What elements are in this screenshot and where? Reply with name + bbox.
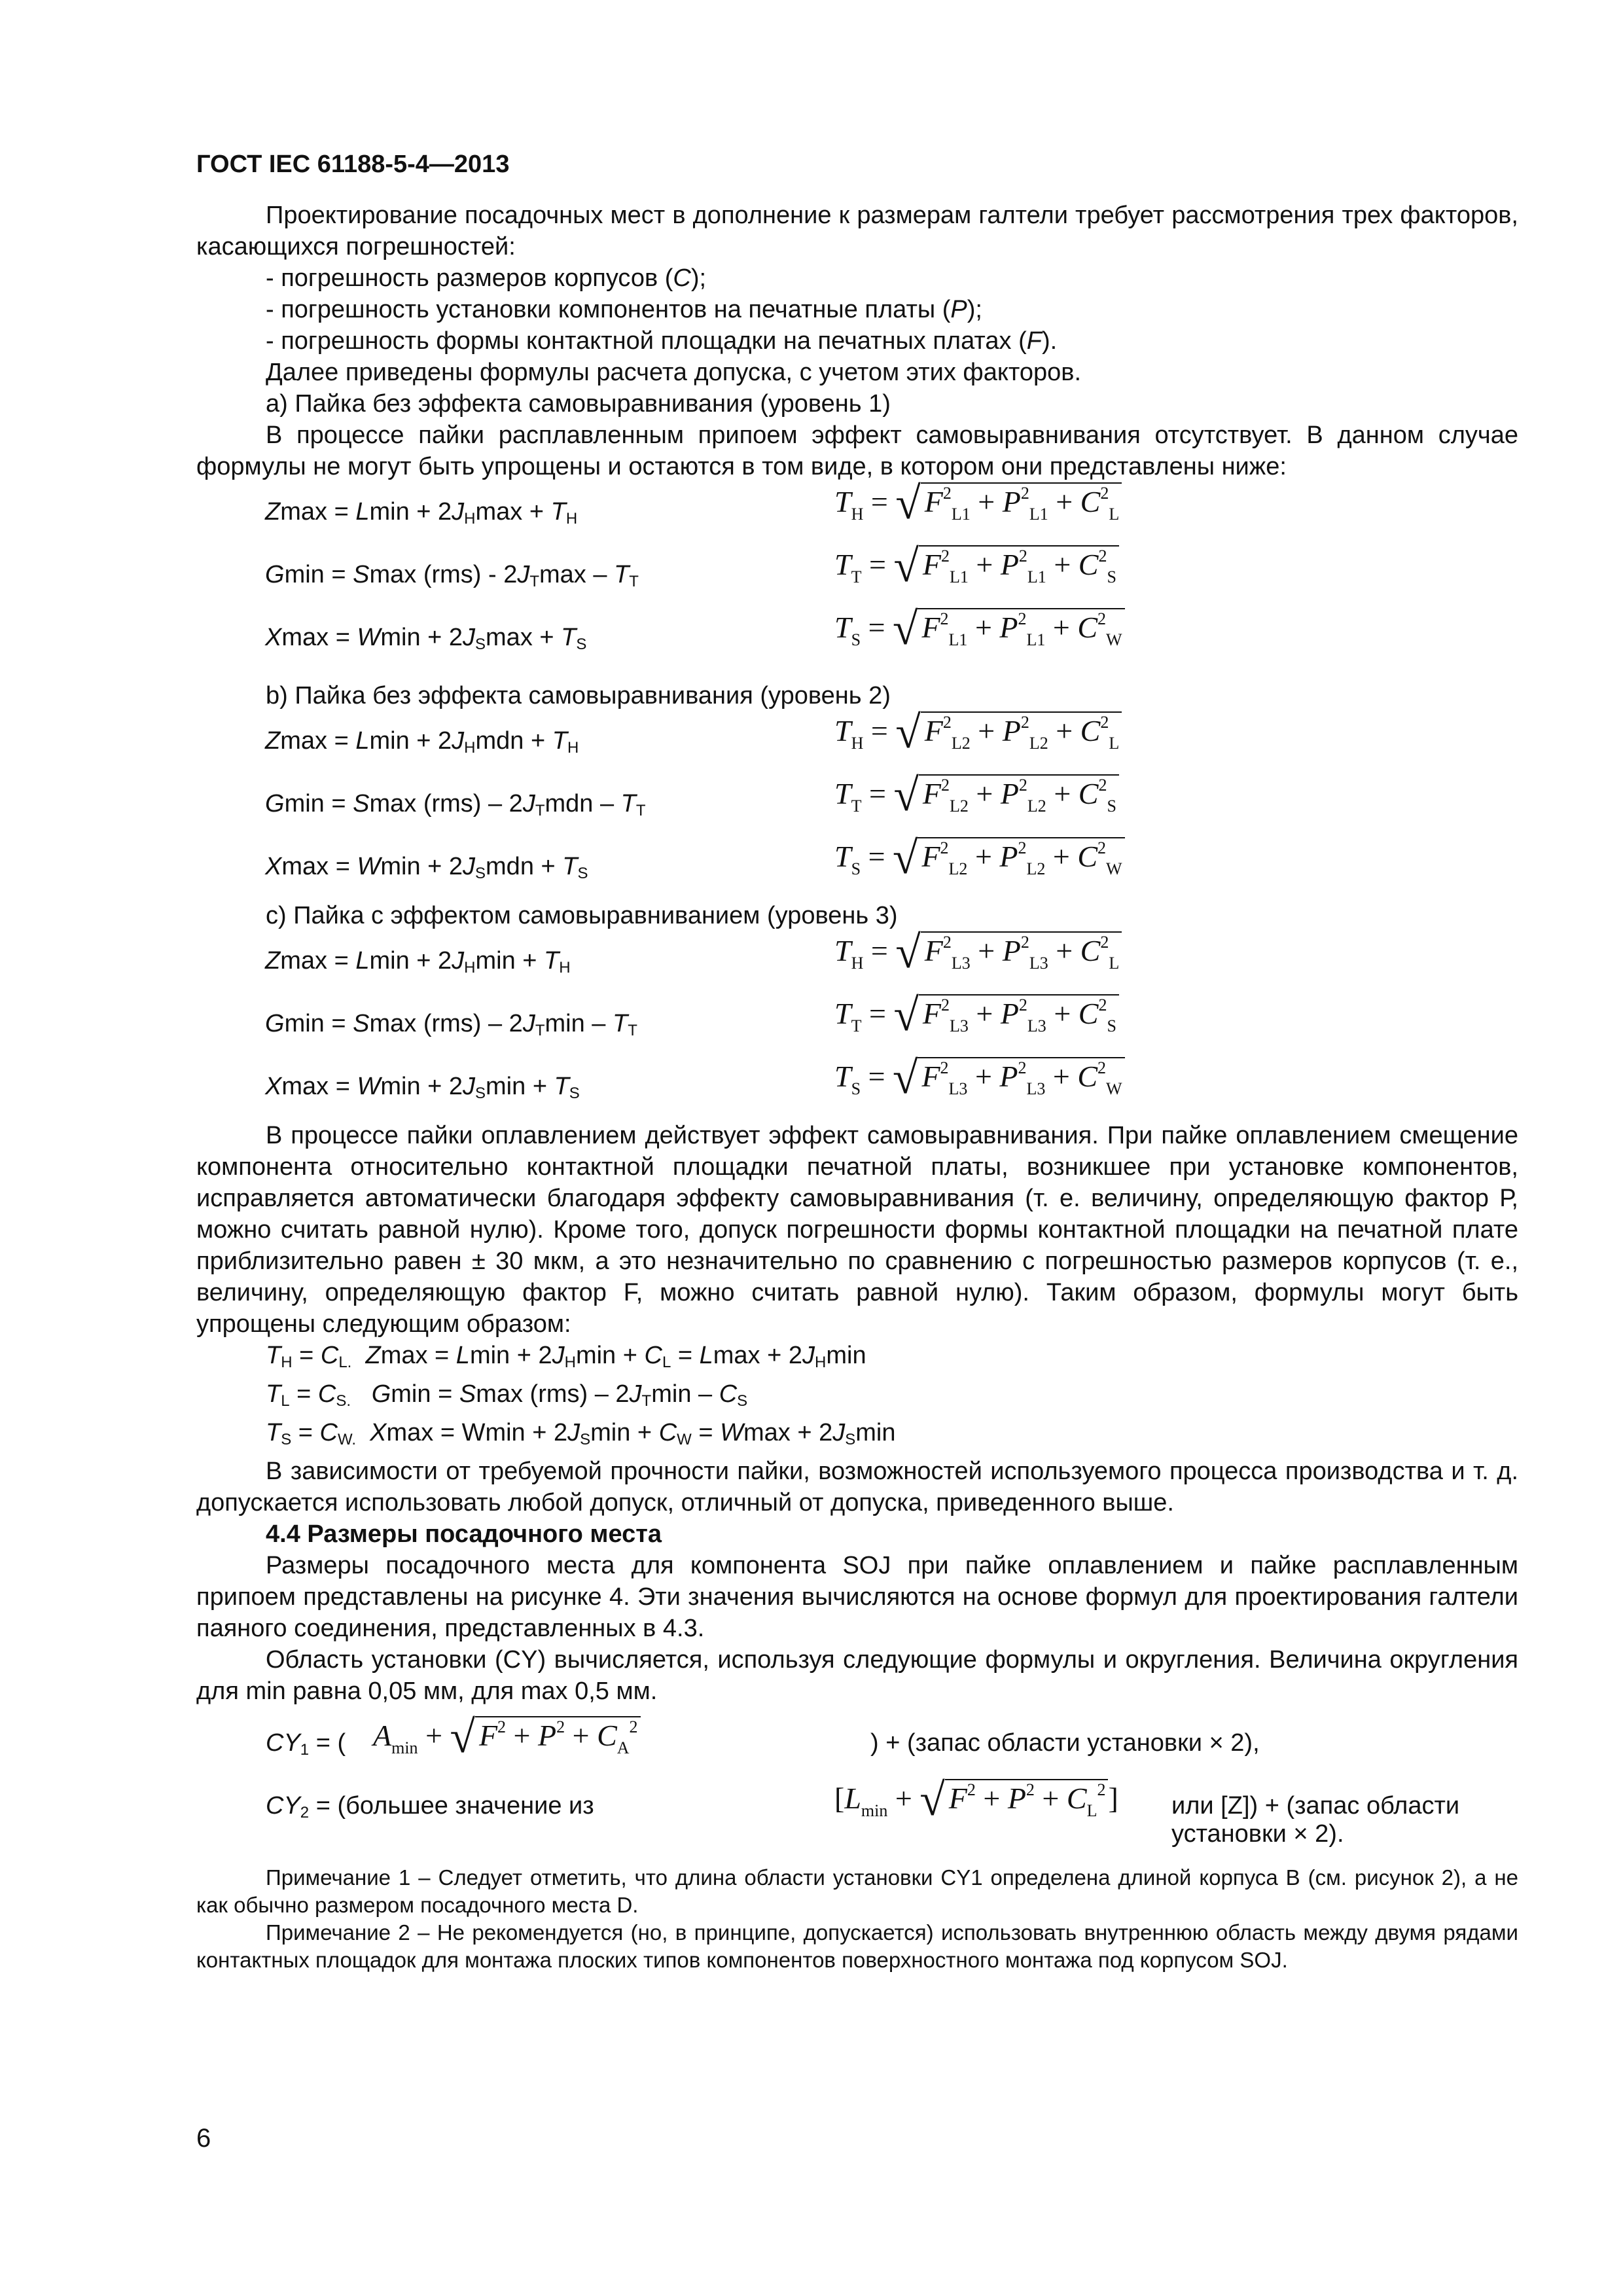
page-number: 6 — [196, 2124, 211, 2153]
formula-row — [196, 541, 1518, 608]
simplified-formulas — [196, 1340, 1518, 1456]
formula-groups — [196, 478, 1518, 1120]
cy1-formula: $CY_1$ = ( $A_{min}$ + √ $F^2 + P^2 + C_A^2$ ) + (запас области установки × 2), — [266, 1712, 1260, 1763]
formula-row — [196, 478, 1518, 545]
formula-lhs: $Zmax = Lmin + 2J_H\max + T_H$ — [265, 498, 578, 528]
tolerance-formula: $T_S$ = √ $F^2_{L3} + P^2_{L3} + C^2_W$ — [834, 1057, 1125, 1099]
simplified-formula-1: $T_H = C_{L.}$ $Zmax = Lmin + 2J_H\min + C_L = Lmax + 2J_H\min$ — [266, 1342, 866, 1371]
level-1-text: В процессе пайки расплавленным припоем эффект самовыравнивания отсутствует. В данном случае формулы не могут быть упрощены и остаются в том виде, в котором они представлены ниже: — [196, 422, 1518, 480]
formula-lhs: $Zmax = Lmin + 2J_Hmdn + T_H$ — [265, 727, 579, 757]
note-1: Примечание 1 – Следует отметить, что длина области установки CY1 определена длиной корпуса B (см. рисунок 2), а не как обычно размером посадочного места D. — [196, 1865, 1518, 1917]
tolerance-formula: $T_H$ = √ $F^2_{L1} + P^2_{L1} + C^2_L$ — [834, 482, 1122, 524]
formula-lhs: $Xmax = Wmin + 2J_S\min + T_S$ — [265, 1073, 580, 1102]
document-header: ГОСТ IEC 61188-5-4—2013 — [196, 151, 510, 178]
factor-item: - погрешность формы контактной площадки на печатных платах (F). — [266, 327, 1058, 355]
cy2-formula: $CY_2$ = (большее значение из [$L_{min}$ + √ $F^2 + P^2 + C_L^2$] или [Z]) + (запас области установки × 2). — [196, 1775, 1518, 1838]
section-4-4-paragraph-1: Размеры посадочного места для компонента SOJ при пайке оплавлением и пайке расплавленным припоем представлены на рисунке 4. Эти значения вычисляются на основе формул для проектирования галтели паяного соединения, представленных в 4.3. — [196, 1552, 1518, 1642]
tolerance-formula: $T_T$ = √ $F^2_{L3} + P^2_{L3} + C^2_S$ — [834, 994, 1119, 1036]
tolerance-formula: $T_T$ = √ $F^2_{L2} + P^2_{L2} + C^2_S$ — [834, 774, 1119, 816]
formula-row — [196, 708, 1518, 774]
tolerance-formula: $T_H$ = √ $F^2_{L2} + P^2_{L2} + C^2_L$ — [834, 711, 1122, 753]
intro-paragraph: Проектирование посадочных мест в дополнение к размерам галтели требует рассмотрения трех факторов, касающихся погрешностей: — [196, 202, 1518, 260]
formula-lhs: Gmin = Smax $(rms) - 2J_T\max - T_T$ — [265, 561, 639, 590]
section-4-4-paragraph-2: Область установки (CY) вычисляется, используя следующие формулы и округления. Величина округления для min равна 0,05 мм, для max 0,5 мм. — [196, 1646, 1518, 1705]
cy2-mid: = (большее значение из — [315, 1792, 594, 1820]
intro-paragraph-2: Далее приведены формулы расчета допуска, с учетом этих факторов. — [266, 359, 1082, 386]
cy2-tail: или [Z]) + (запас области установки × 2). — [1171, 1792, 1460, 1848]
factor-list — [196, 262, 1518, 357]
formula-lhs: Gmin = Smax $(rms) - 2J_T\min - T_T$ — [265, 1010, 637, 1039]
formula-lhs: $Xmax = Wmin + 2J_S\max + T_S$ — [265, 624, 587, 653]
formula-row — [196, 990, 1518, 1057]
tolerance-paragraph: В зависимости от требуемой прочности пайки, возможностей используемого процесса производства и т. д. допускается использовать любой допуск, отличный от допуска, приведенного выше. — [196, 1458, 1518, 1516]
factor-item: - погрешность установки компонентов на печатные платы (P); — [266, 296, 982, 323]
formula-lhs: $Zmax = Lmin + 2J_H\min + T_H$ — [265, 947, 571, 977]
factor-item: - погрешность размеров корпусов (C); — [266, 264, 707, 292]
tolerance-formula: $T_H$ = √ $F^2_{L3} + P^2_{L3} + C^2_L$ — [834, 931, 1122, 973]
formula-row — [196, 1053, 1518, 1120]
reflow-paragraph: В процессе пайки оплавлением действует эффект самовыравнивания. При пайке оплавлением смещение компонента относительно контактной площадки печатной платы, возникшее при установке компонентов, исправляется автоматически благодаря эффекту самовыравнивания (т. е. величину, определяющую фактор Р, можно считать равной нулю). Кроме того, допуск погрешности формы контактной площадки на печатной плате приблизительно равен ± 30 мкм, а это незначительно по сравнению с погрешностью размеров корпусов (т. е., величину, определяющую фактор F, можно считать равной нулю). Таким образом, формулы могут быть упрощены следующим образом: — [196, 1122, 1518, 1338]
level-title: c) Пайка с эффектом самовыравниванием (уровень 3) — [266, 902, 898, 929]
level-1-title: а) Пайка без эффекта самовыравнивания (уровень 1) — [266, 390, 891, 418]
simplified-formula-3: $T_S = C_{W.}$ $Xmax = Wmin + 2J_S\min + C_W = Wmax + 2J_S\min$ — [266, 1419, 896, 1448]
note-2: Примечание 2 – Не рекомендуется (но, в принципе, допускается) использовать внутреннюю область между двумя рядами контактных площадок для монтажа плоских типов компонентов поверхностного монтажа под корпусом SOJ. — [196, 1920, 1518, 1972]
tolerance-formula: $T_S$ = √ $F^2_{L1} + P^2_{L1} + C^2_W$ — [834, 608, 1125, 650]
tolerance-formula: $T_T$ = √ $F^2_{L1} + P^2_{L1} + C^2_S$ — [834, 545, 1119, 587]
formula-row — [196, 770, 1518, 837]
section-4-4-title: 4.4 Размеры посадочного места — [266, 1520, 662, 1548]
formula-row — [196, 604, 1518, 671]
level-title: b) Пайка без эффекта самовыравнивания (уровень 2) — [266, 682, 891, 709]
simplified-formula-2: $T_L = C_{S.}$ Gmin = Smax $(rms) - 2J_T\min - C_S$ — [266, 1380, 748, 1410]
formula-lhs: $Xmax = Wmin + 2J_Smdn + T_S$ — [265, 853, 588, 882]
formula-row — [196, 927, 1518, 994]
tolerance-formula: $T_S$ = √ $F^2_{L2} + P^2_{L2} + C^2_W$ — [834, 837, 1125, 879]
document-page — [196, 151, 1518, 1974]
formula-lhs: Gmin = Smax $(rms) - 2J_Tmdn - T_T$ — [265, 790, 646, 819]
cy1-tail: ) + (запас области установки × 2), — [870, 1729, 1260, 1757]
formula-row — [196, 833, 1518, 900]
